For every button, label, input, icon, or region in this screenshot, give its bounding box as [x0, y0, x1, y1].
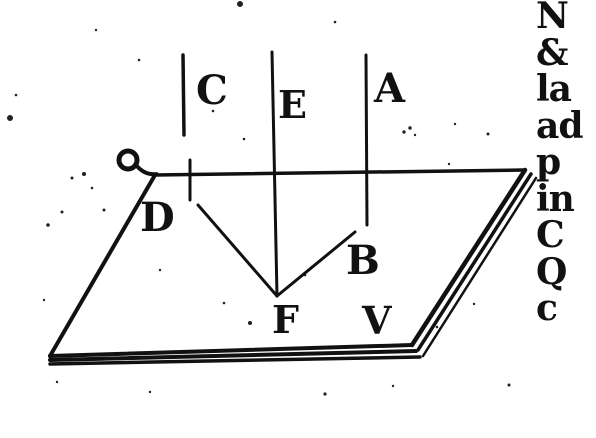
margin-line: in: [536, 177, 574, 220]
label-F: F: [272, 297, 299, 342]
label-C: C: [196, 67, 228, 114]
margin-text-column: [536, 0, 596, 327]
line-A-B: [366, 55, 367, 225]
line-C: [183, 55, 184, 135]
label-E: E: [278, 82, 307, 127]
label-B: B: [346, 237, 380, 284]
margin-line: C: [536, 214, 564, 256]
margin-line: N: [536, 0, 568, 37]
margin-line: c: [536, 287, 557, 329]
margin-line: p: [536, 141, 561, 183]
label-V: V: [362, 298, 392, 343]
margin-line: ad: [536, 104, 583, 147]
label-A: A: [374, 65, 406, 112]
label-D: D: [140, 194, 175, 241]
margin-line: la: [536, 68, 572, 110]
q-hook: [119, 151, 158, 174]
margin-line: Q: [536, 250, 567, 293]
margin-line: &: [536, 31, 568, 74]
